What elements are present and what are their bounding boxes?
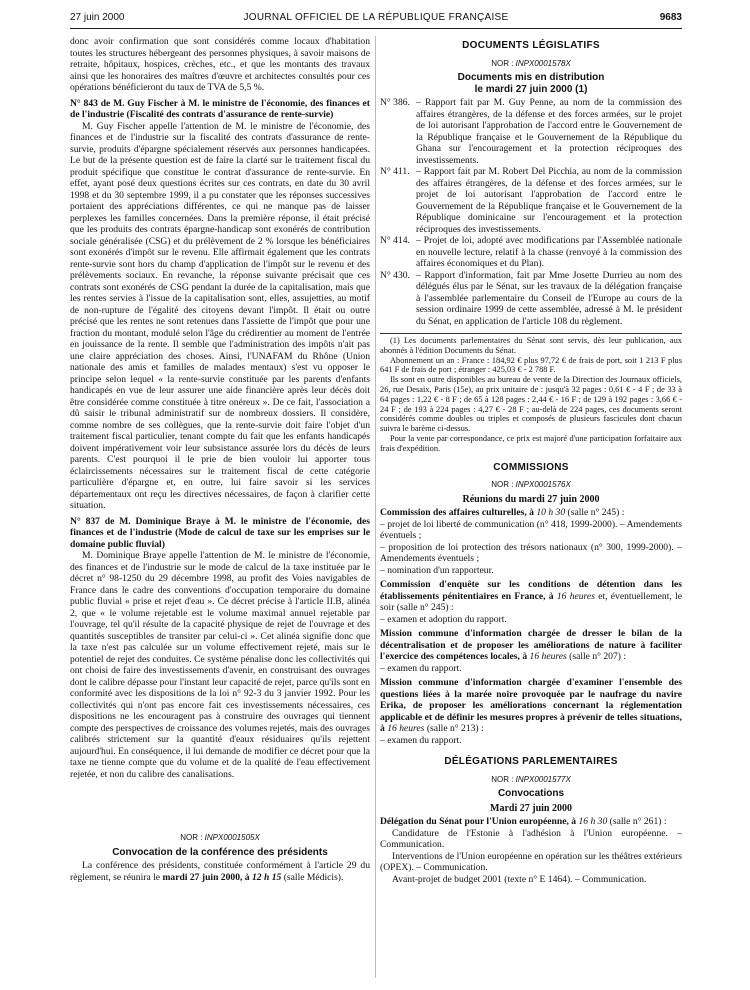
- agenda-line: Candidature de l'Estonie à l'adhésion à l'Union européenne. – Communication.: [380, 827, 682, 851]
- delegation-room: (salle n° 261) :: [607, 816, 667, 828]
- convocations-title: Convocations: [497, 788, 565, 800]
- document-description: – Rapport fait par M. Robert Del Picchia, au nom de la commission des affaires étrangères, de la défense et des forces armées, sur le projet de loi autorisant l'approbation de l'accord entre le Gouvernement de la République française et le Gouvernement de la République dominicaine sur l'encouragement et la protection réciproques des investissements.: [416, 166, 682, 235]
- agenda-line: – examen du rapport.: [380, 662, 462, 674]
- agenda-line: – projet de loi liberté de communication (n° 418, 1999-2000). – Amendements éventuels ;: [380, 518, 682, 542]
- nor-reference-commissions: [380, 479, 682, 491]
- commission-name: Mission commune d'information chargée de dresser le bilan de la décentralisation et de proposer les améliorations de nature à faciliter l'exercice des compétences locales, à: [380, 628, 682, 663]
- header-rule: [70, 28, 682, 29]
- footnote-mail-order: Pour la vente par correspondance, ce prix est majoré d'une participation forfaitaire aux frais d'expédition.: [380, 433, 682, 453]
- documents-legislatifs-heading: DOCUMENTS LÉGISLATIFS: [462, 40, 600, 51]
- nor-code: INPX0001505X: [204, 833, 260, 842]
- commission-room: (salle n° 245) :: [565, 507, 625, 519]
- nor-label: NOR :: [491, 774, 514, 784]
- conference-room: (salle Médicis).: [281, 871, 344, 883]
- conference-date: mardi 27 juin 2000, à: [162, 871, 252, 883]
- commission-room: (salle n° 207) :: [566, 651, 627, 663]
- header-page-number: 9683: [659, 12, 682, 23]
- nor-reference-documents: [380, 58, 682, 70]
- delegation-1-title: [380, 816, 682, 828]
- nor-code: INPX0001577X: [515, 774, 571, 784]
- commission-time: 16 heures: [556, 590, 595, 602]
- agenda-line: – examen du rapport.: [380, 734, 462, 746]
- footnotes: [380, 333, 682, 454]
- document-number: N° 386.: [380, 97, 410, 108]
- agenda-line: Avant-projet de budget 2001 (texte n° E 1464). – Communication.: [392, 873, 647, 885]
- agenda-line: Interventions de l'Union européenne en opération sur les théâtres extérieurs (OPEX). – Communication.: [380, 850, 682, 874]
- conference-title: Convocation de la conférence des présidents: [112, 846, 328, 858]
- left-column: [70, 36, 370, 883]
- nor-label: NOR :: [180, 833, 203, 842]
- list-item: [380, 166, 682, 235]
- commission-name: Commission d'enquête sur les conditions de détention dans les établissements pénitentiaires en France, à: [380, 579, 682, 602]
- document-description: – Projet de loi, adopté avec modifications par l'Assemblée nationale en nouvelle lecture, relatif à la chasse (renvoyé à la commission des affaires économiques et du Plan).: [416, 235, 682, 269]
- nor-reference-conference: [70, 832, 370, 844]
- right-column: [380, 36, 682, 885]
- page-header: [70, 10, 682, 28]
- spacer: [70, 780, 370, 826]
- documents-date: le mardi 27 juin 2000 (1): [474, 83, 588, 95]
- conference-time: 12 h 15: [252, 871, 282, 883]
- conference-text: [70, 860, 370, 883]
- commission-name: Mission commune d'information chargée d'examiner l'ensemble des questions liées à la marée noire provoquée par le naufrage du navire Erika, de proposer les améliorations concernant la réglementation applicable et de définir les mesures propres à prévenir de telles situations, à: [380, 677, 682, 735]
- commission-4-title: [380, 677, 682, 735]
- documents-subtitle: Documents mis en distribution: [457, 72, 605, 83]
- commission-2-title: [380, 579, 682, 614]
- header-journal-title: JOURNAL OFFICIEL DE LA RÉPUBLIQUE FRANÇAISE: [243, 12, 509, 23]
- question-837-title: N° 837 de M. Dominique Braye à M. le ministre de l'économie, des finances et de l'industrie (Mode de calcul de taxe sur les emprises sur le domaine public fluvial): [70, 515, 370, 550]
- question-837-text: M. Dominique Braye appelle l'attention de M. le ministre de l'économie, des finances et de l'industrie sur le mode de calcul de la taxe instituée par le décret n° 98-1250 du 29 décembre 1998, au profit des Voies navigables de France dans le cadre des conventions d'occupation temporaire du domaine public fluvial « prise et rejet d'eau ». Ce décret précise à l'article II.B, alinéa 2, que « le volume rejetable est le volume maximal annuel rejetable par l'ouvrage, tel qu'il résulte de la capacité physique de rejet de l'ouvrage et des quantités susceptibles de transiter par celui-ci ». Cet alinéa signifie donc que la taxe n'est pas calculée sur un volume effectivement rejeté, mais sur le potentiel de rejet des conduites. Ce système pénalise donc les collectivités qui ont choisi de faire des investissements d'avenir, en construisant des ouvrages dont le calibre dépasse pour l'instant leur capacité de rejet, parce qu'ils sont en conformité avec les dispositions de la loi n° 92-3 du 3 janvier 1992. Pour les collectivités qui n'ont pas encore fait ces investissements nécessaires, ces dispositions ne les encouragent pas à construire des ouvrages qui tiennent compte des perspectives de croissance des volumes rejetés, mais des ouvrages calibrés strictement sur la quantité d'eaux résiduaires qu'ils rejettent aujourd'hui. En conséquence, il lui demande de modifier ce décret pour que la taxe ne tienne compte que du volume et de la qualité de l'eau effectivement rejetée, et non du calibre des canalisations.: [70, 550, 370, 780]
- nor-code: INPX0001578X: [515, 58, 571, 68]
- delegations-heading: DÉLÉGATIONS PARLEMENTAIRES: [444, 756, 618, 768]
- documents-list: [380, 97, 682, 327]
- commission-time: 16 heures: [529, 651, 567, 663]
- question-843-text: M. Guy Fischer appelle l'attention de M. le ministre de l'économie, des finances et de l'industrie sur la fiscalité des contrats d'assurance de rente-survie, produits d'épargne spécialement réservés aux personnes handicapées. Le but de la présente question est de faire la clarté sur le traitement fiscal du produit spécifique que constitue le contrat d'assurance de rente-survie. En effet, ayant posé deux questions écrites sur ces contrats, en date du 30 avril 1998 et du 30 septembre 1999, il a pu constater que les réponses successives portaient des appréciations différentes, ce qui ne manque pas de laisser perplexes les familles concernées. Dans la première réponse, il était précisé que les produits des contrats épargne-handicap sont exonérés de contribution sociale généralisée (CSG) et du prélèvement de 2 % lorsque les bénéficiaires sont exonérés d'impôt sur le revenu. Elle affirmait également que les contrats rente-survie sont hors du champ d'application de l'impôt sur le revenu et des prélèvements sociaux. En revanche, la réponse suivante précisait que ces contrats sont exonérés de CSG pendant la durée de la capitalisation, mais que les rentes servies à l'issue de la capitalisation sont, elles, assujetties, au motif de non-rupture de l'égalité des citoyens devant l'impôt. Il était ou outre précisé que les rentes ne sont retenues dans l'assiette de l'impôt que pour une fraction du montant, modulé selon l'âge du crédirentier au moment de l'entrée en jouissance de la rente. Il semble que l'administration des impôts n'ait pas une claire appréciation des choses. Ainsi, l'UNAFAM du Rhône (Union nationale des amis et familles de malades mentaux) s'est vu opposer le principe selon lequel « la rente-survie constituée par les parents d'enfants handicapés en vue de leur assurer une aide financière après leur décès doit être considérée comme constituée à titre onéreux ». De ce fait, l'association a dû saisir le tribunal administratif sur de nombreux dossiers. Il considère, comme nombre de ses collègues, que la rente-survie doit faire l'objet d'un traitement fiscal particulier, tenant compte du fait que les enfants handicapés doivent impérativement voir leur subsistance assurée lors du décès de leurs parents. C'est pourquoi il le prie de bien vouloir lui apporter tous éclaircissements nécessaires sur le traitement fiscal de cette catégorie particulière d'épargne et, en outre, lui faire savoir si les services départementaux ont reçu les directives nécessaires, de façon à clarifier cette situation.: [70, 120, 370, 511]
- nor-label: NOR :: [491, 480, 514, 490]
- agenda-line: – examen et adoption du rapport.: [380, 613, 507, 625]
- nor-code: INPX0001576X: [515, 480, 571, 490]
- continued-paragraph: donc avoir confirmation que sont considérés comme locaux d'habitation toutes les structures hébergeant des personnes physiques, à savoir maisons de retraite, hôpitaux, hospices, crèches, etc., et que les montants des travaux ainsi que les honoraires des maîtres d'œuvre et architectes consultés pour ces opérations bénéficieront du taux de TVA de 5,5 %.: [70, 36, 370, 93]
- delegation-name: Délégation du Sénat pour l'Union européenne, à: [380, 816, 579, 828]
- commission-1-title: [380, 507, 682, 519]
- document-number: N° 411.: [380, 166, 410, 177]
- document-number: N° 414.: [380, 235, 410, 246]
- nor-label: NOR :: [491, 58, 514, 68]
- list-item: [380, 235, 682, 270]
- delegation-time: 16 h 30: [578, 816, 608, 828]
- footnote-prices: Ils sont en outre disponibles au bureau de vente de la Direction des Journaux officiels, 26, rue Desaix, Paris (15e), au prix unitaire de : jusqu'à 32 pages : 0,61 € - 4 F ; de 33 à 64 pages : 1,22 € - 8 F ; de 65 à 128 pages : 2,44 € - 16 F ; de 129 à 192 pages : 3,66 € - 24 F ; de 193 à 224 pages : 4,27 € - 28 F ; au-delà de 224 pages, ces documents seront considérés comme doubles ou triples et composés de plusieurs fascicules dont chacun suivra le barème ci-dessus.: [380, 375, 682, 434]
- header-date: 27 juin 2000: [70, 12, 125, 23]
- document-description: – Rapport d'information, fait par Mme Josette Durrieu au nom des délégués élus par le Sénat, sur les travaux de la délégation française à l'assemblée parlementaire du Conseil de l'Europe au cours de la session ordinaire 1999 de cette assemblée, adressé à M. le président du Sénat, en application de l'article 108 du règlement.: [416, 269, 682, 327]
- document-description: – Rapport fait par M. Guy Penne, au nom de la commission des affaires étrangères, de la défense et des forces armées, sur le projet de loi autorisant l'approbation de l'accord entre le Gouvernement de la République française et le Gouvernement de la République du Ghana sur l'encouragement et la protection réciproques des investissements.: [416, 97, 682, 166]
- column-separator: [375, 36, 376, 978]
- nor-reference-delegations: [380, 774, 682, 786]
- commission-name: Commission des affaires culturelles, à: [380, 507, 537, 519]
- commission-time: 16 heures: [387, 723, 425, 735]
- commissions-heading: COMMISSIONS: [493, 461, 569, 473]
- commission-time: 10 h 30: [536, 507, 566, 519]
- commission-3-title: [380, 628, 682, 663]
- agenda-line: – proposition de loi protection des trésors nationaux (n° 300, 1999-2000). – Amendements éventuels ;: [380, 541, 682, 565]
- commission-room: (salle n° 213) :: [424, 723, 484, 735]
- document-number: N° 430.: [380, 269, 410, 281]
- list-item: [380, 97, 682, 166]
- footnote-subscription: Abonnement un an : France : 184,92 € plus 97,72 € de frais de port, soit 1 213 F plus 641 F de frais de port ; étranger : 425,03 € - 2 788 F.: [380, 355, 682, 375]
- commissions-subtitle: Réunions du mardi 27 juin 2000: [462, 493, 600, 505]
- conference-text-a: La conférence des présidents, constituée conformément à l'article 29 du règlement, se réunira le: [70, 860, 370, 883]
- footnote-1: (1) Les documents parlementaires du Sénat sont servis, dès leur publication, aux abonnés à l'édition Documents du Sénat.: [380, 336, 682, 355]
- commission-room: et, éventuellement, le soir (salle n° 245) :: [380, 590, 682, 614]
- question-843-title: N° 843 de M. Guy Fischer à M. le ministre de l'économie, des finances et de l'industrie (Fiscalité des contrats d'assurance de rente-survie): [70, 97, 370, 120]
- list-item: [380, 270, 682, 328]
- convocations-date: Mardi 27 juin 2000: [490, 802, 572, 814]
- agenda-line: – nomination d'un rapporteur.: [380, 564, 494, 576]
